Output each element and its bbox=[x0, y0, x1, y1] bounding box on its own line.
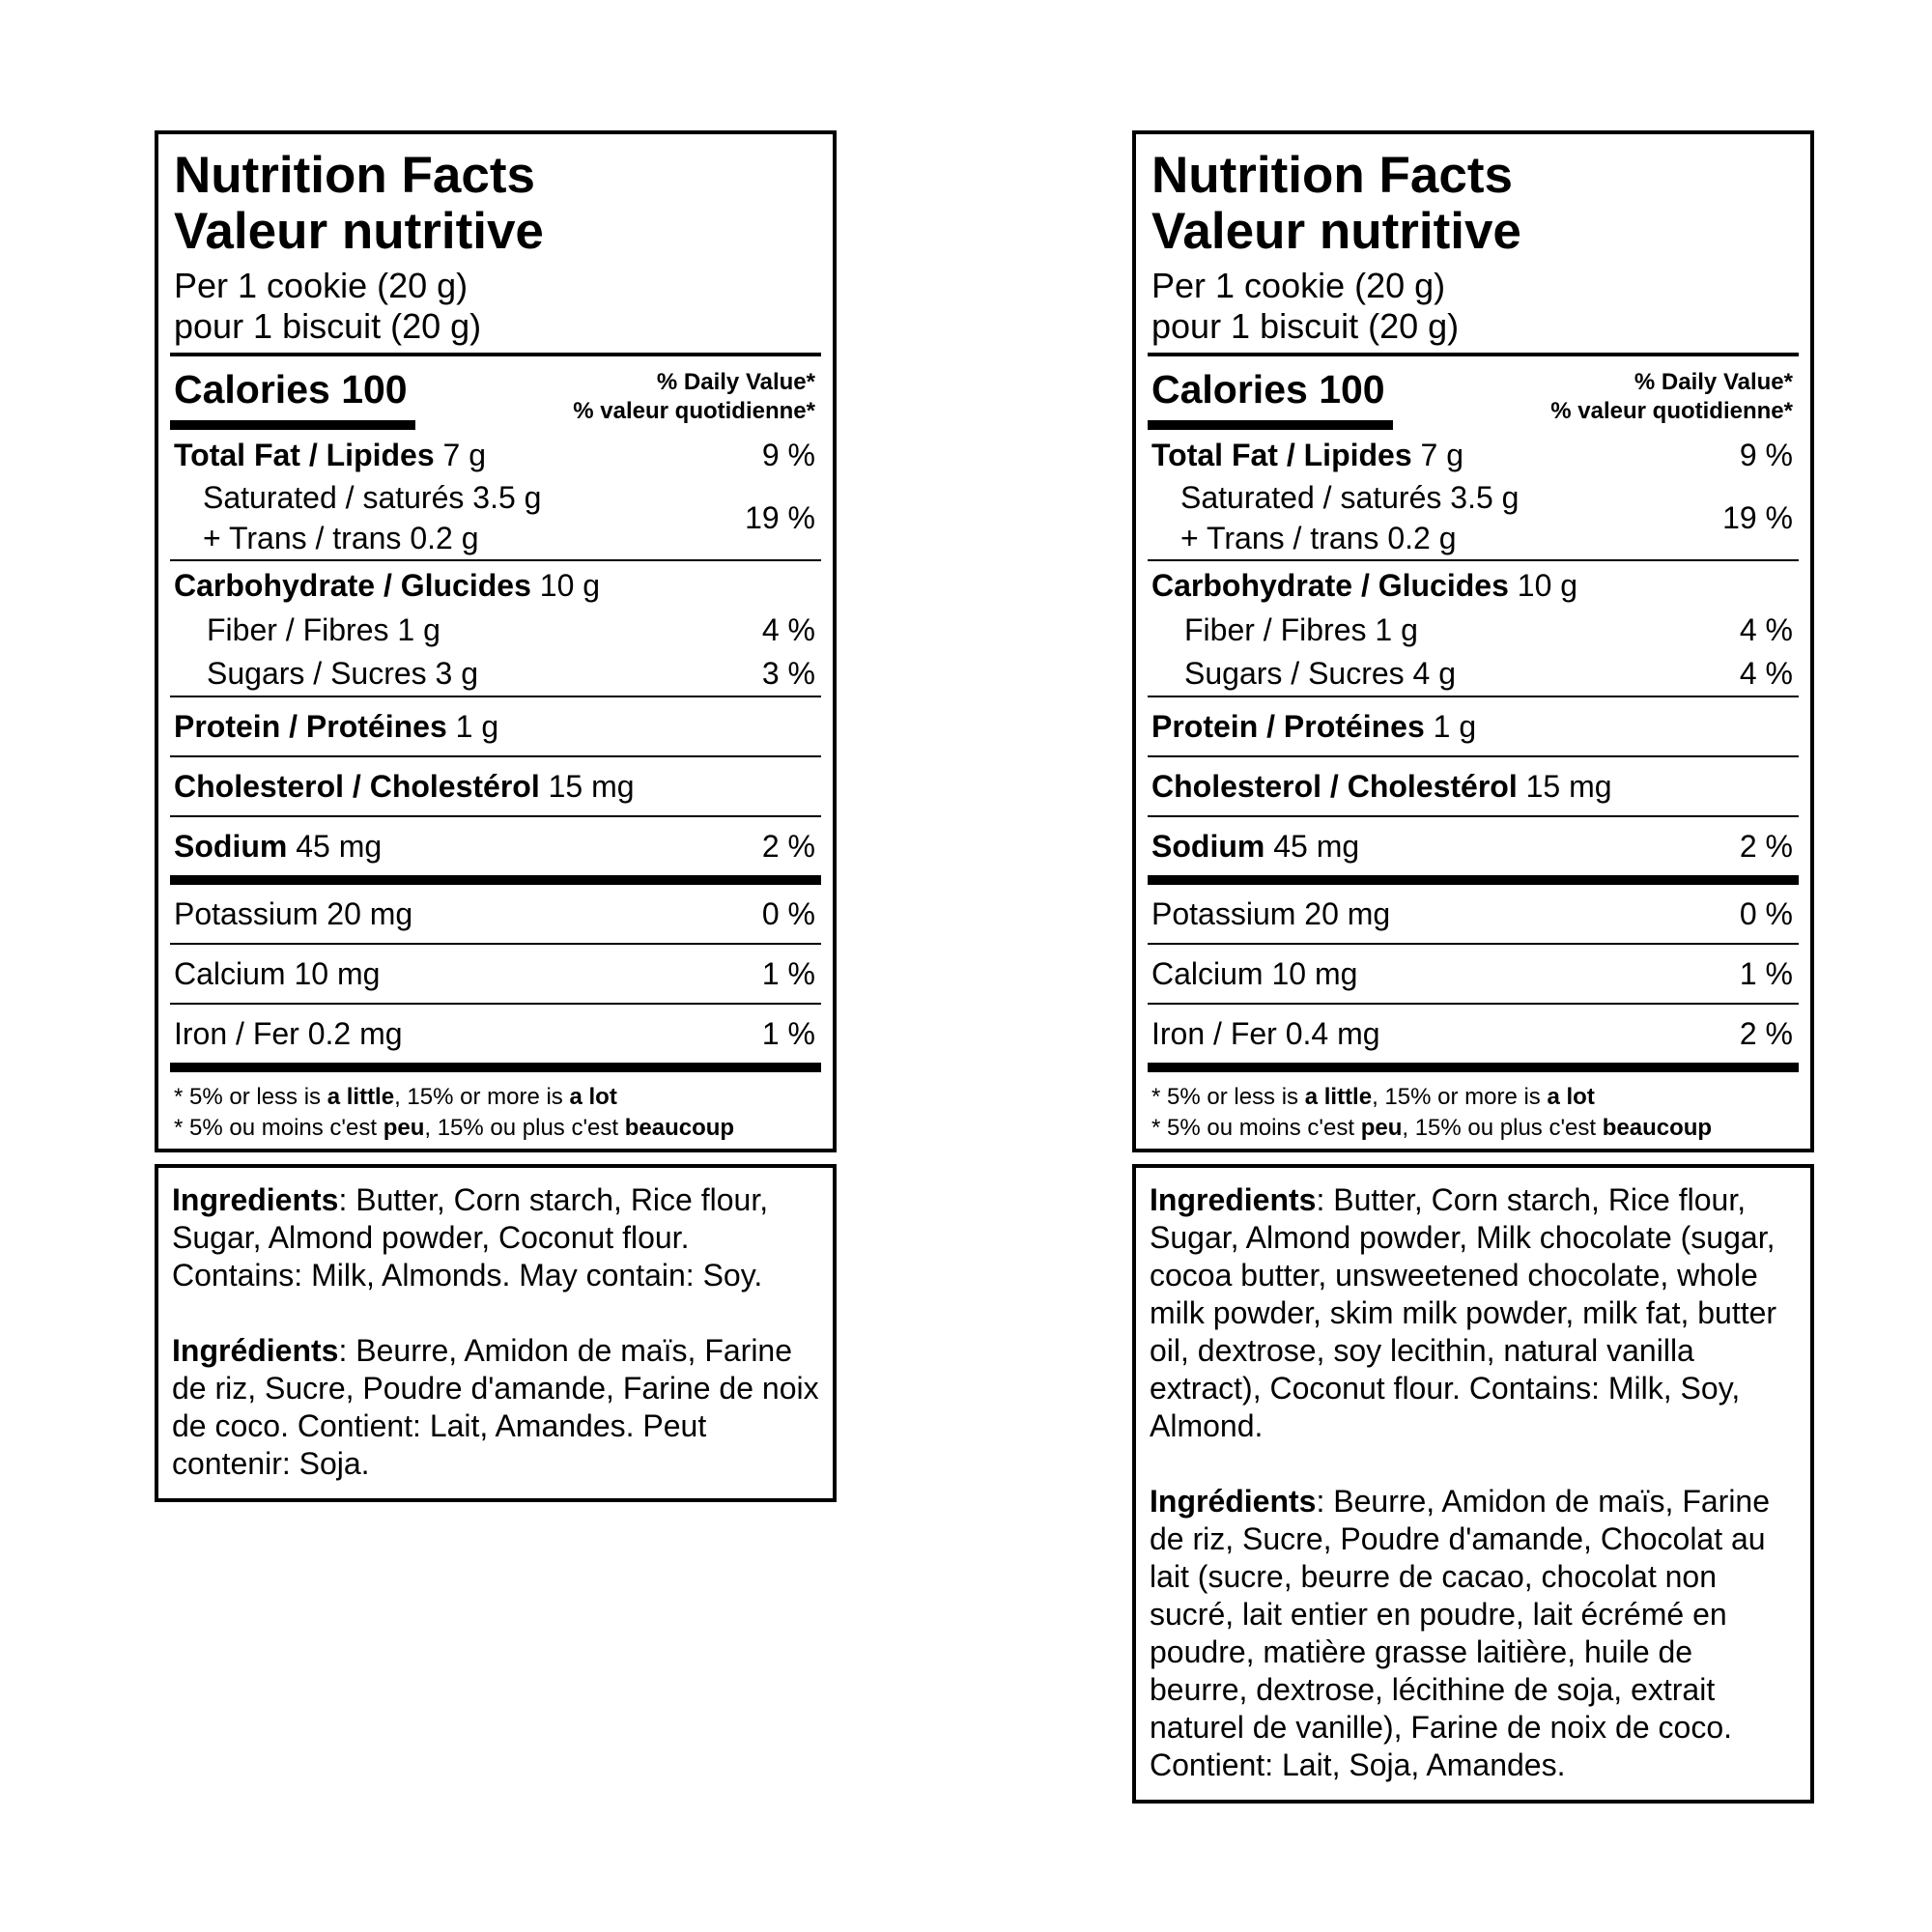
sugars: Sugars / Sucres 3 g bbox=[207, 655, 479, 691]
fiber-dv: 4 % bbox=[1739, 612, 1793, 647]
potassium: Potassium 20 mg bbox=[1151, 895, 1391, 931]
protein-name: Protein / Protéines bbox=[1151, 708, 1425, 744]
sat-trans-row bbox=[1148, 476, 1799, 559]
calcium: Calcium 10 mg bbox=[1151, 955, 1358, 991]
carb-name: Carbohydrate / Glucides bbox=[174, 567, 531, 603]
serving-fr: pour 1 biscuit (20 g) bbox=[174, 306, 482, 346]
fiber-row bbox=[1148, 610, 1799, 651]
sodium-row bbox=[1148, 817, 1799, 875]
title-fr: Valeur nutritive bbox=[1151, 203, 1521, 260]
calories: Calories 100 bbox=[1151, 367, 1385, 412]
ingredients-box bbox=[155, 1164, 837, 1502]
fat-amount: 7 g bbox=[1411, 437, 1464, 472]
iron-dv: 1 % bbox=[761, 1015, 815, 1051]
thick-divider bbox=[170, 875, 821, 885]
potassium: Potassium 20 mg bbox=[174, 895, 413, 931]
calcium-row bbox=[170, 945, 821, 1003]
fiber-dv: 4 % bbox=[761, 612, 815, 647]
serving-en: Per 1 cookie (20 g) bbox=[1151, 266, 1446, 305]
calcium-row bbox=[1148, 945, 1799, 1003]
cholesterol-name: Cholesterol / Cholestérol bbox=[174, 768, 540, 804]
potassium-row bbox=[1148, 885, 1799, 943]
title-en: Nutrition Facts bbox=[1151, 147, 1513, 204]
ingredients-fr: Ingrédients: Beurre, Amidon de maïs, Farine de riz, Sucre, Poudre d'amande, Farine de noix de coco. Contient: Lait, Amandes. Peut contenir: Soja. bbox=[172, 1333, 819, 1481]
saturated: Saturated / saturés 3.5 g bbox=[203, 480, 542, 515]
ingredients-fr: Ingrédients: Beurre, Amidon de maïs, Farine de riz, Sucre, Poudre d'amande, Chocolat au lait (sucre, beurre de cacao, chocolat non sucré, lait entier en poudre, lait écrémé en poudre, matière grasse laitière, huile de beurre, dextrose, lécithine de soja, extrait naturel de vanille), Farine de noix de coco. Contient: Lait, Soja, Amandes. bbox=[1150, 1484, 1771, 1782]
carb-name: Carbohydrate / Glucides bbox=[1151, 567, 1509, 603]
thick-divider bbox=[1148, 875, 1799, 885]
carb-amount: 10 g bbox=[1508, 567, 1578, 603]
thick-divider bbox=[1148, 1063, 1799, 1072]
cholesterol-amount: 15 mg bbox=[1517, 768, 1612, 804]
fat-row bbox=[170, 434, 821, 476]
daily-value-en: % Daily Value* bbox=[656, 369, 815, 395]
fiber: Fiber / Fibres 1 g bbox=[1184, 612, 1418, 647]
daily-value-header bbox=[1550, 368, 1793, 426]
fat-name: Total Fat / Lipides bbox=[1151, 437, 1412, 472]
daily-value-en: % Daily Value* bbox=[1634, 369, 1793, 395]
sugars-dv: 3 % bbox=[761, 655, 815, 691]
title-fr: Valeur nutritive bbox=[174, 203, 544, 260]
iron-row bbox=[1148, 1005, 1799, 1063]
title-en: Nutrition Facts bbox=[174, 147, 535, 204]
fat-amount: 7 g bbox=[434, 437, 487, 472]
protein-amount: 1 g bbox=[1424, 708, 1477, 744]
sugars-row bbox=[1148, 651, 1799, 696]
fat-dv: 9 % bbox=[761, 437, 815, 472]
cholesterol-amount: 15 mg bbox=[539, 768, 635, 804]
iron: Iron / Fer 0.2 mg bbox=[174, 1015, 403, 1051]
calcium-dv: 1 % bbox=[761, 955, 815, 991]
nutrition-facts-table bbox=[1132, 130, 1814, 1152]
carb-row bbox=[170, 561, 821, 610]
protein-name: Protein / Protéines bbox=[174, 708, 447, 744]
ingredients-en: Ingredients: Butter, Corn starch, Rice flour, Sugar, Almond powder, Coconut flour. Contains: Milk, Almonds. May contain: Soy. bbox=[172, 1182, 769, 1293]
sugars-row bbox=[170, 651, 821, 696]
iron-row bbox=[170, 1005, 821, 1063]
footnote bbox=[1148, 1072, 1799, 1144]
calories-bar bbox=[170, 420, 415, 430]
sodium-name: Sodium bbox=[174, 828, 288, 864]
protein-amount: 1 g bbox=[446, 708, 499, 744]
carb-row bbox=[1148, 561, 1799, 610]
potassium-dv: 0 % bbox=[761, 895, 815, 931]
calories-row bbox=[1148, 356, 1799, 434]
trans: + Trans / trans 0.2 g bbox=[1180, 521, 1457, 555]
calcium-dv: 1 % bbox=[1739, 955, 1793, 991]
sodium-amount: 45 mg bbox=[1264, 828, 1360, 864]
fat-dv: 9 % bbox=[1739, 437, 1793, 472]
ingredients-en: Ingredients: Butter, Corn starch, Rice flour, Sugar, Almond powder, Milk chocolate (sugar, cocoa butter, unsweetened chocolate, whole milk powder, skim milk powder, milk fat, butter oil, dextrose, soy lecithin, natural vanilla extract), Coconut flour. Contains: Milk, Soy, Almond. bbox=[1150, 1182, 1777, 1443]
calories-bar bbox=[1148, 420, 1393, 430]
fiber: Fiber / Fibres 1 g bbox=[207, 612, 440, 647]
protein-row bbox=[170, 697, 821, 755]
cholesterol-row bbox=[1148, 757, 1799, 815]
fiber-row bbox=[170, 610, 821, 651]
ingredients-box bbox=[1132, 1164, 1814, 1804]
footnote-fr: * 5% ou moins c'est peu, 15% ou plus c'est beaucoup bbox=[1151, 1115, 1713, 1141]
sugars-dv: 4 % bbox=[1739, 655, 1793, 691]
sat-trans-dv: 19 % bbox=[1722, 499, 1793, 535]
potassium-row bbox=[170, 885, 821, 943]
cholesterol-name: Cholesterol / Cholestérol bbox=[1151, 768, 1518, 804]
footnote bbox=[170, 1072, 821, 1144]
serving-fr: pour 1 biscuit (20 g) bbox=[1151, 306, 1460, 346]
daily-value-fr: % valeur quotidienne* bbox=[573, 398, 815, 424]
fat-row bbox=[1148, 434, 1799, 476]
trans: + Trans / trans 0.2 g bbox=[203, 521, 479, 555]
carb-amount: 10 g bbox=[530, 567, 601, 603]
sat-trans-dv: 19 % bbox=[745, 499, 815, 535]
nutrition-facts-table bbox=[155, 130, 837, 1152]
sodium-name: Sodium bbox=[1151, 828, 1265, 864]
protein-row bbox=[1148, 697, 1799, 755]
sodium-dv: 2 % bbox=[1739, 828, 1793, 864]
calories-row bbox=[170, 356, 821, 434]
sat-trans-row bbox=[170, 476, 821, 559]
iron-dv: 2 % bbox=[1739, 1015, 1793, 1051]
serving-en: Per 1 cookie (20 g) bbox=[174, 266, 469, 305]
saturated: Saturated / saturés 3.5 g bbox=[1180, 480, 1520, 515]
footnote-en: * 5% or less is a little, 15% or more is a lot bbox=[1151, 1084, 1595, 1110]
sodium-amount: 45 mg bbox=[287, 828, 383, 864]
sodium-row bbox=[170, 817, 821, 875]
footnote-en: * 5% or less is a little, 15% or more is a lot bbox=[174, 1084, 617, 1110]
calories: Calories 100 bbox=[174, 367, 408, 412]
calcium: Calcium 10 mg bbox=[174, 955, 381, 991]
potassium-dv: 0 % bbox=[1739, 895, 1793, 931]
daily-value-header bbox=[573, 368, 815, 426]
fat-name: Total Fat / Lipides bbox=[174, 437, 435, 472]
daily-value-fr: % valeur quotidienne* bbox=[1550, 398, 1793, 424]
cholesterol-row bbox=[170, 757, 821, 815]
sugars: Sugars / Sucres 4 g bbox=[1184, 655, 1457, 691]
footnote-fr: * 5% ou moins c'est peu, 15% ou plus c'est beaucoup bbox=[174, 1115, 735, 1141]
iron: Iron / Fer 0.4 mg bbox=[1151, 1015, 1380, 1051]
sodium-dv: 2 % bbox=[761, 828, 815, 864]
thick-divider bbox=[170, 1063, 821, 1072]
